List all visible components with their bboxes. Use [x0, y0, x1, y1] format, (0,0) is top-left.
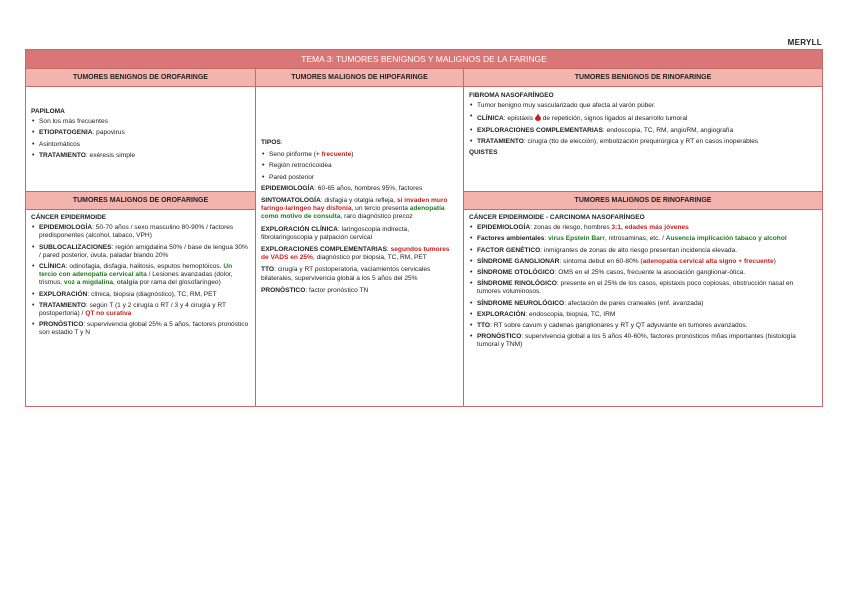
header-benign-oropharynx: TUMORES BENIGNOS DE OROFARINGE [26, 69, 256, 87]
list-item: • EPIDEMIOLOGÍA: 50-70 años / sexo masculino 80-90% / factores predisponentes (alcohol, tabaco, VPH) [31, 224, 250, 240]
summary-table [25, 49, 823, 407]
tto-para: TTO: cirugía y RT postoperatoria, vaciamientos cervicales bilaterales, supervivencia global a los 5 años del 25% [261, 266, 431, 282]
list-item: • Pared posterior [261, 174, 458, 182]
cancer-epidermoide-title: CÁNCER EPIDERMOIDE [31, 214, 107, 221]
exploracion-clinica-para: EXPLORACIÓN CLÍNICA: laringoscopia indirecta, fibrolaringoscopia y palpación cervical [261, 225, 410, 241]
list-item: • SÍNDROME OTOLÓGICO: OMS en el 25% casos, frecuente la asociación ganglionar-ótica. [469, 269, 817, 277]
malign-hypopharynx-cell [256, 87, 464, 407]
list-item: • CLÍNICA: epistaxis de repetición, signos ligados al desarrollo tumoral [469, 113, 817, 123]
header-malign-oropharynx: TUMORES MALIGNOS DE OROFARINGE [26, 192, 256, 210]
malign-rhinopharynx-cell [464, 210, 823, 407]
list-item: • EXPLORACIÓN: clínica, biopsia (diagnóstico), TC, RM, PET [31, 291, 250, 299]
pronostico-para: PRONÓSTICO: factor pronóstico TN [261, 286, 369, 294]
page-title: TEMA 3: TUMORES BENIGNOS Y MALIGNOS DE LA FARINGE [26, 50, 823, 69]
list-item: • Asintomáticos [31, 141, 250, 149]
quistes-title: QUISTES [469, 149, 498, 157]
list-item: • PRONÓSTICO: supervivencia global 25% a 5 años, factores pronóstico son estadio T y N [31, 321, 250, 337]
header-benign-rhinopharynx: TUMORES BENIGNOS DE RINOFARINGE [464, 69, 823, 87]
list-item: • EXPLORACIÓN: endoscopia, biopsia, TC, IRM [469, 311, 817, 319]
list-item: • FACTOR GENÉTICO: inmigrantes de zonas de alto riesgo presentan incidencia elevada. [469, 247, 817, 255]
list-item: • Son los más frecuentes [31, 118, 250, 126]
exploraciones-complementarias-para: EXPLORACIONES COMPLEMENTARIAS: segundos tumores de VADS en 25%, diagnóstico por biopsia, TC, RM, PET [261, 246, 450, 262]
list-item: • TRATAMIENTO: cirugía (tto de elección), embolización prequirúrgica y RT en casos inoperables [469, 138, 817, 146]
header-malign-rhinopharynx: TUMORES MALIGNOS DE RINOFARINGE [464, 192, 823, 210]
list-item: • PRONÓSTICO: supervivencia global a los 5 años 40-60%, factores pronósticos mñas importantes (histología tumoral y TNM) [469, 333, 817, 349]
carcinoma-title: CÁNCER EPIDERMOIDE - CARCINOMA NASOFARÍNGEO [469, 214, 645, 221]
list-item: • SÍNDROME NEUROLÓGICO: afectación de pares craneales (enf. avanzada) [469, 300, 817, 308]
papiloma-title: PAPILOMA [31, 108, 65, 115]
list-item: • SÍNDROME GANGLIONAR: síntoma debut en 60-80% (adenopatía cervical alta signo + frecuente) [469, 258, 817, 266]
benign-oropharynx-cell [26, 87, 256, 192]
list-item: • TTO: RT sobre cavum y cadenas ganglionares y RT y QT adyuvante en tumores avanzados. [469, 322, 817, 330]
list-item: • CLÍNICA: odinofagia, disfagia, halitosis, esputos hemoptóicos. Un tercio con adenopatía cervical alta / Lesiones avanzadas (dolor, trismus, voz a migdalina, otalgia por rama del glosofaríngeo) [31, 263, 250, 288]
header-malign-hypopharynx: TUMORES MALIGNOS DE HIPOFARINGE [256, 69, 464, 87]
list-item: • Factores ambientales: virus Epstein Barr, nitrosaminas, etc. / Ausencia implicación tabaco y alcohol [469, 235, 817, 243]
sintomatologia-para: SINTOMATOLOGÍA: disfagia y otalgia refleja, si invaden muro faringo-laringeo hay disfonía, un tercio presenta adenopatía como motivo de consulta, raro diagnóstico precoz [261, 197, 448, 221]
author-label: MERYLL [787, 38, 822, 47]
list-item: • EXPLORACIONES COMPLEMENTARIAS: endoscopia, TC, RM, angioRM, angiografía [469, 127, 817, 135]
benign-rhinopharynx-cell [464, 87, 823, 192]
list-item: • EPIDEMIOLOGÍA: zonas de riesgo, hombres 3:1, edades más jóvenes [469, 224, 817, 232]
fibroma-title: FIBROMA NASOFARÍNGEO [469, 92, 554, 99]
list-item: • Seno piriforme (+ frecuente) [261, 151, 458, 159]
list-item: • Tumor benigno muy vascularizado que afecta al varón púber. [469, 102, 817, 110]
tipos-heading: TIPOS: [261, 139, 283, 146]
list-item: • TRATAMIENTO: exéresis simple [31, 152, 250, 160]
list-item: • SUBLOCALIZACIONES: región amigdalina 50% / base de lengua 30% / pared posterior, úvula, paladar blando 20% [31, 244, 250, 260]
list-item: • SÍNDROME RINOLÓGICO: presente en el 25% de los casos, epistaxis poco copiosas, obstrucción nasal en tumores voluminosos. [469, 280, 817, 296]
list-item: • TRATAMIENTO: según T (1 y 2 cirugía o RT / 3 y 4 cirugía y RT postopertoria) / QT no curativa [31, 302, 250, 318]
epidemiologia-para: EPIDEMIOLOGÍA: 60-65 años, hombres 95%, factores [261, 184, 423, 192]
list-item: • Región retrocricoidea [261, 162, 458, 170]
malign-oropharynx-cell [26, 210, 256, 407]
list-item: • ETIOPATOGENIA: papovirus [31, 129, 250, 137]
